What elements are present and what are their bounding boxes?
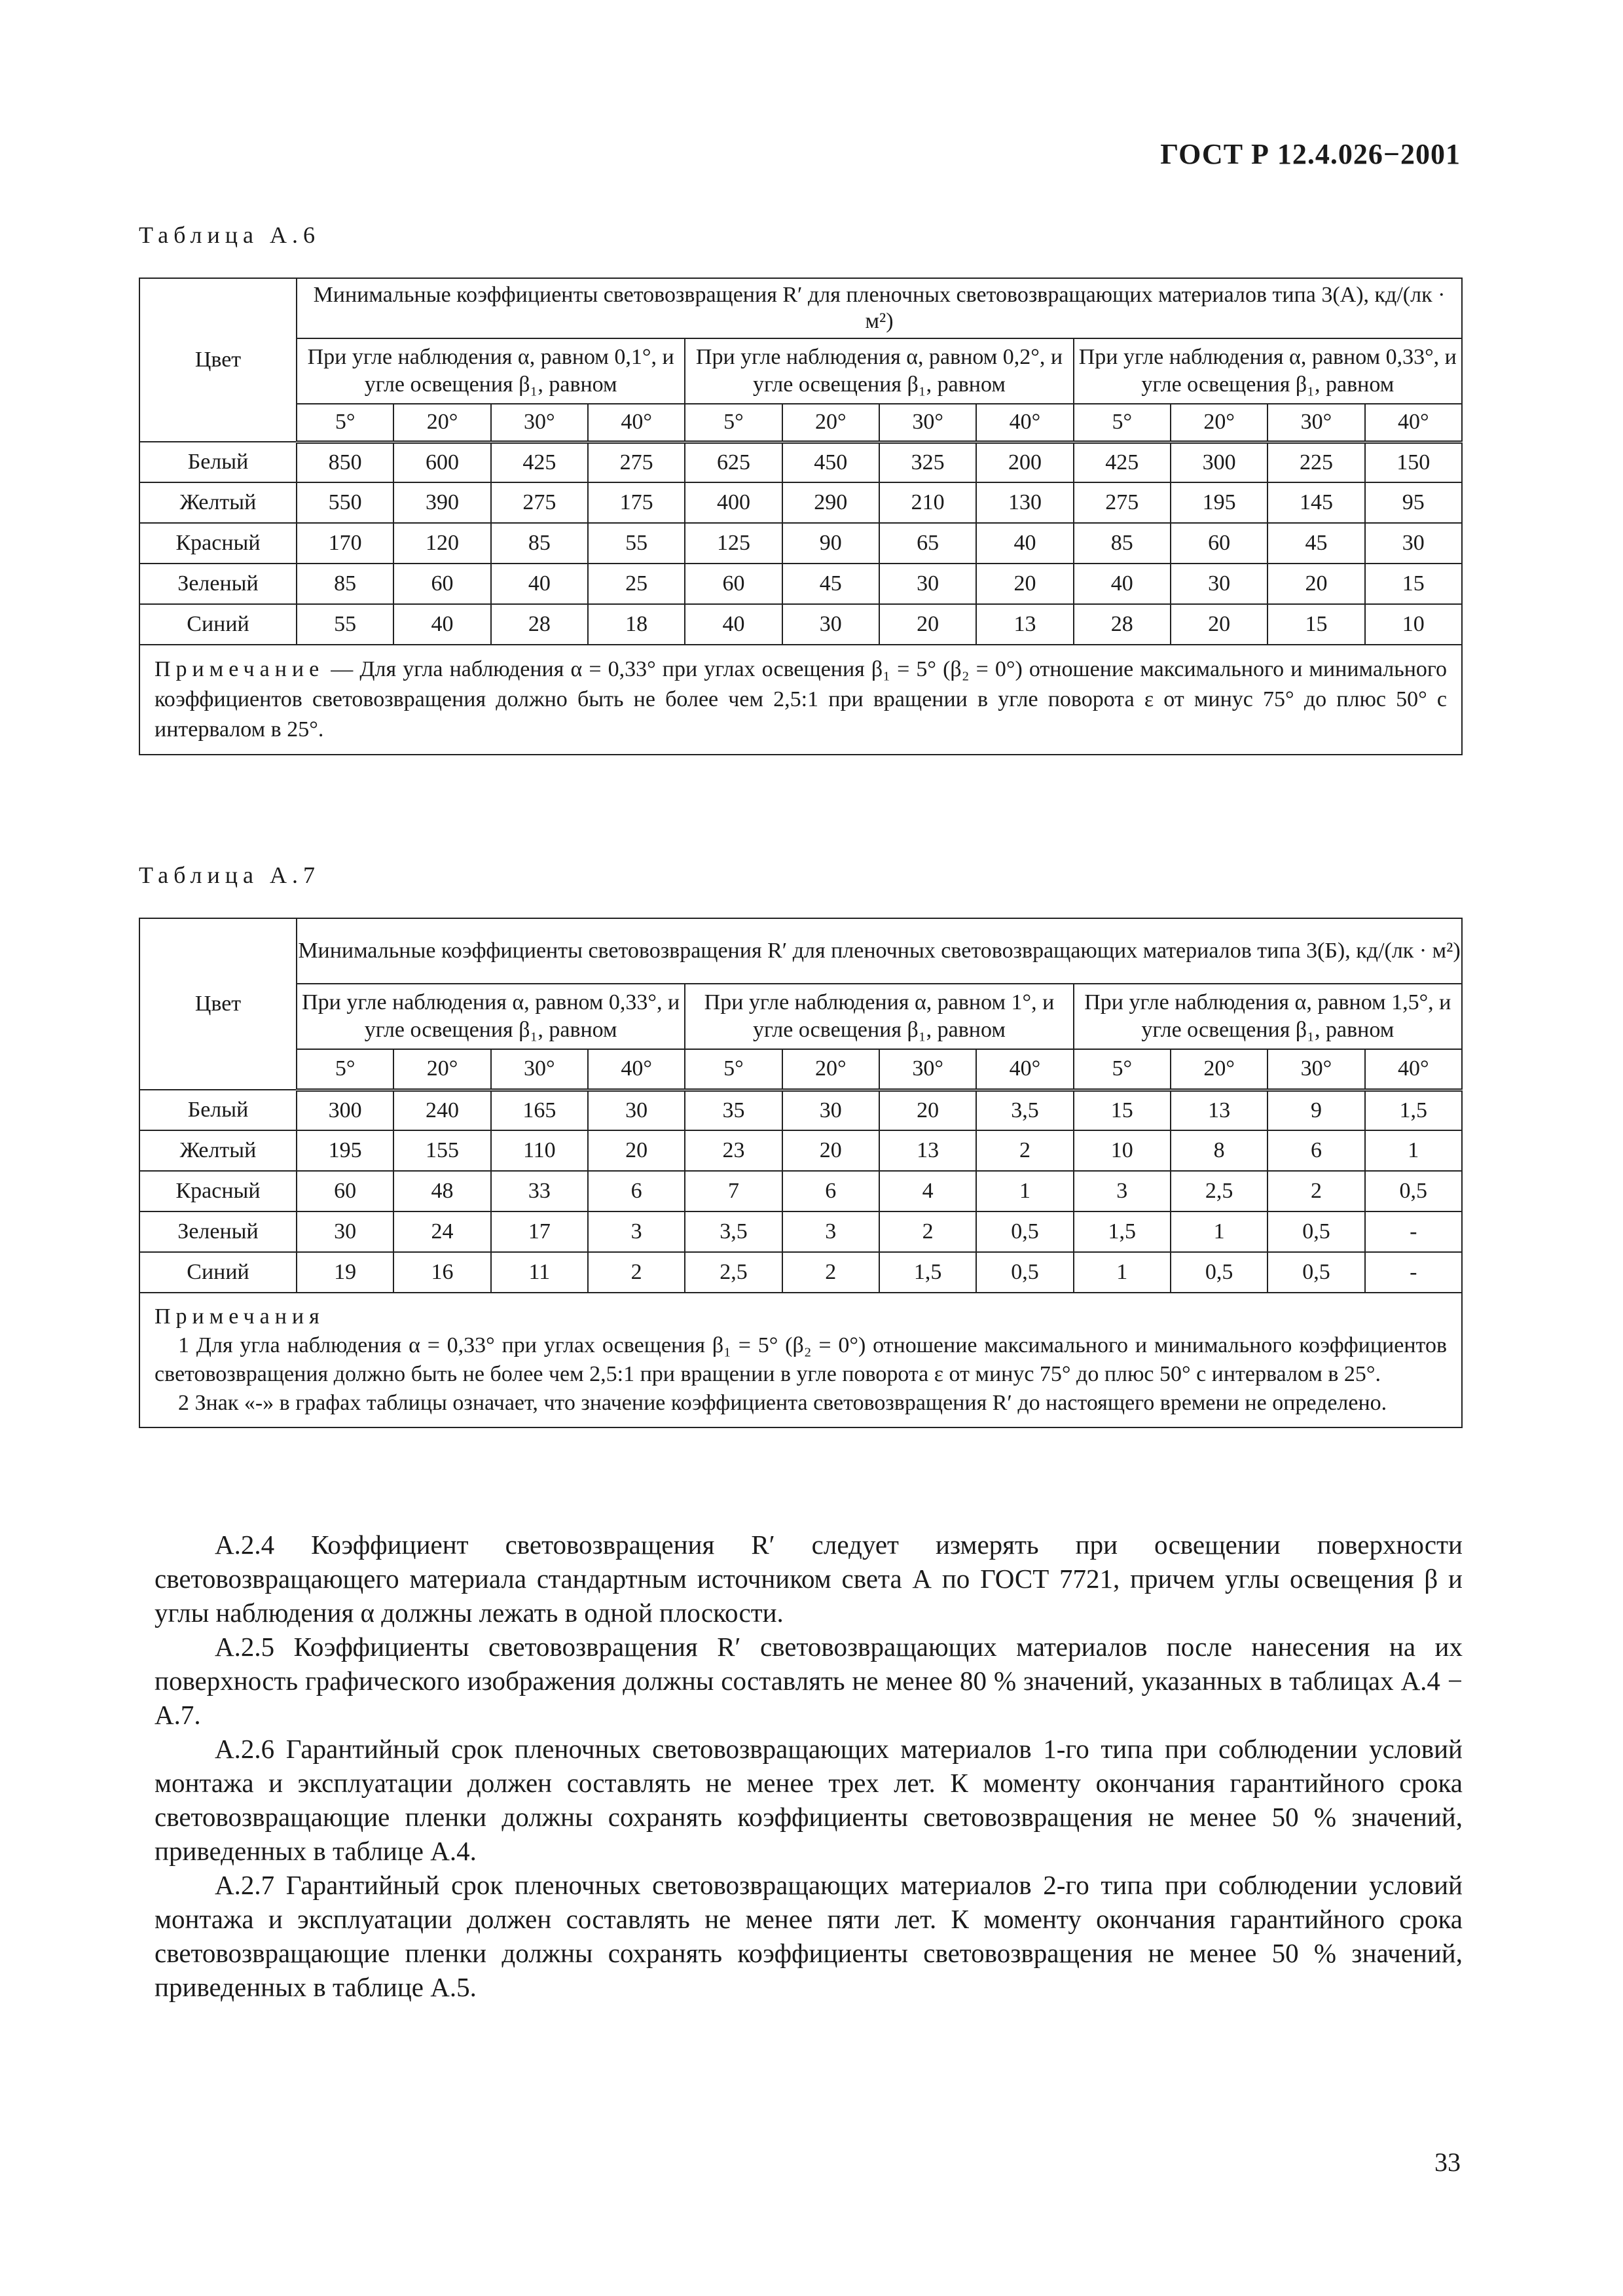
table-cell: 450 [782, 442, 879, 482]
table-cell: 6 [588, 1171, 685, 1211]
table-cell: 625 [685, 442, 782, 482]
color-header: Цвет [139, 918, 297, 1090]
table-cell: 33 [491, 1171, 588, 1211]
angle-header: 5° [1074, 404, 1171, 442]
table-cell: 19 [297, 1252, 393, 1293]
table-a6-body [139, 442, 1462, 645]
color-header: Цвет [139, 278, 297, 442]
table-cell: 20 [879, 1090, 976, 1130]
table-row [139, 1171, 1462, 1211]
table-cell: 200 [976, 442, 1073, 482]
table-cell: 3 [588, 1211, 685, 1252]
table-cell: 2 [588, 1252, 685, 1293]
table-cell: 0,5 [976, 1252, 1073, 1293]
row-color-label: Желтый [139, 1130, 297, 1171]
table-cell: 60 [685, 564, 782, 604]
row-color-label: Желтый [139, 482, 297, 523]
angle-header: 30° [1267, 1049, 1364, 1090]
table-cell: 40 [491, 564, 588, 604]
page-number: 33 [1434, 2147, 1461, 2177]
table-cell: - [1365, 1211, 1462, 1252]
table-cell: 20 [879, 604, 976, 645]
table-cell: 300 [297, 1090, 393, 1130]
table-cell: 35 [685, 1090, 782, 1130]
table-cell: 8 [1171, 1130, 1267, 1171]
table-cell: 10 [1074, 1130, 1171, 1171]
table-cell: 9 [1267, 1090, 1364, 1130]
table-row [139, 1090, 1462, 1130]
table-cell: 2 [879, 1211, 976, 1252]
table-row [139, 523, 1462, 564]
table-cell: 13 [976, 604, 1073, 645]
table-cell: 30 [588, 1090, 685, 1130]
table-cell: 165 [491, 1090, 588, 1130]
table-cell: 2 [782, 1252, 879, 1293]
paragraph-a-2-5: А.2.5 Коэффициенты световозвращения R′ световозвращающих материалов после нанесения на их поверхность графического изображения должны составлять не менее 80 % значений, указанных в таблицах А.4 − А.7. [155, 1632, 1463, 1730]
table-cell: 550 [297, 482, 393, 523]
table-cell: 15 [1365, 564, 1462, 604]
table-cell: 20 [1171, 604, 1267, 645]
table-cell: 11 [491, 1252, 588, 1293]
table-cell: 275 [1074, 482, 1171, 523]
angle-header: 40° [976, 1049, 1073, 1090]
table-cell: 40 [976, 523, 1073, 564]
table-cell: 1,5 [1365, 1090, 1462, 1130]
table-cell: 290 [782, 482, 879, 523]
table-cell: 0,5 [1267, 1211, 1364, 1252]
row-color-label: Зеленый [139, 1211, 297, 1252]
angle-header: 20° [782, 1049, 879, 1090]
table-row [139, 604, 1462, 645]
table-cell: 3 [782, 1211, 879, 1252]
angle-header: 30° [491, 404, 588, 442]
table-cell: 120 [393, 523, 490, 564]
table-cell: 55 [588, 523, 685, 564]
table-cell: 850 [297, 442, 393, 482]
group-header-2: При угле наблюдения α, равном 0,2°, и угле освещения β₁, равном [685, 338, 1073, 404]
note-label: Примечание [155, 657, 325, 681]
row-color-label: Белый [139, 442, 297, 482]
table-cell: 1,5 [879, 1252, 976, 1293]
table-cell: 30 [782, 604, 879, 645]
row-color-label: Зеленый [139, 564, 297, 604]
table-cell: 1,5 [1074, 1211, 1171, 1252]
table-cell: 1 [976, 1171, 1073, 1211]
table-cell: 85 [297, 564, 393, 604]
table-cell: 130 [976, 482, 1073, 523]
table-cell: 150 [1365, 442, 1462, 482]
table-cell: 1 [1365, 1130, 1462, 1171]
table-a6-caption: Таблица А.6 [139, 222, 320, 248]
table-cell: 20 [588, 1130, 685, 1171]
table-cell: 65 [879, 523, 976, 564]
table-row [139, 482, 1462, 523]
angle-header: 30° [879, 1049, 976, 1090]
angle-header: 40° [1365, 1049, 1462, 1090]
table-cell: 16 [393, 1252, 490, 1293]
table-cell: 25 [588, 564, 685, 604]
table-cell: 2 [1267, 1171, 1364, 1211]
table-cell: 0,5 [976, 1211, 1073, 1252]
table-cell: 45 [1267, 523, 1364, 564]
angle-header: 20° [1171, 1049, 1267, 1090]
angle-header: 5° [685, 404, 782, 442]
table-cell: 30 [1365, 523, 1462, 564]
table-row [139, 442, 1462, 482]
table-cell: 30 [1171, 564, 1267, 604]
table-cell: 45 [782, 564, 879, 604]
table-cell: 15 [1267, 604, 1364, 645]
table-cell: 275 [491, 482, 588, 523]
angle-header: 30° [879, 404, 976, 442]
table-cell: 0,5 [1171, 1252, 1267, 1293]
table-a7-notes [139, 1293, 1462, 1427]
table-cell: 425 [491, 442, 588, 482]
angle-header: 40° [1365, 404, 1462, 442]
table-cell: 90 [782, 523, 879, 564]
table-cell: 17 [491, 1211, 588, 1252]
table-cell: 3,5 [685, 1211, 782, 1252]
table-cell: 60 [297, 1171, 393, 1211]
row-color-label: Красный [139, 523, 297, 564]
table-cell: 20 [976, 564, 1073, 604]
group-header-1: При угле наблюдения α, равном 0,1°, и угле освещения β₁, равном [297, 338, 685, 404]
table-cell: 170 [297, 523, 393, 564]
table-cell: 20 [782, 1130, 879, 1171]
table-cell: 55 [297, 604, 393, 645]
table-cell: 40 [685, 604, 782, 645]
table-cell: 400 [685, 482, 782, 523]
table-cell: 125 [685, 523, 782, 564]
table-cell: 110 [491, 1130, 588, 1171]
table-cell: 425 [1074, 442, 1171, 482]
angle-header: 5° [297, 404, 393, 442]
table-cell: 325 [879, 442, 976, 482]
paragraph-a-2-4: А.2.4 Коэффициент световозвращения R′ следует измерять при освещении поверхности световозвращающего материала стандартным источником света А по ГОСТ 7721, причем углы освещения β и углы наблюдения α должны лежать в одной плоскости. [155, 1530, 1463, 1628]
table-cell: 3,5 [976, 1090, 1073, 1130]
table-title: Минимальные коэффициенты световозвращения R′ для пленочных световозвращающих материалов типа 3(А), кд/(лк · м²) [297, 278, 1462, 338]
table-cell: 40 [393, 604, 490, 645]
angle-header: 20° [393, 404, 490, 442]
table-cell: 195 [1171, 482, 1267, 523]
table-cell: 60 [1171, 523, 1267, 564]
table-cell: 13 [1171, 1090, 1267, 1130]
paragraph-a-2-6: А.2.6 Гарантийный срок пленочных световозвращающих материалов 1-го типа при соблюдении условий монтажа и эксплуатации должен составлять не менее трех лет. К моменту окончания гарантийного срока световозвращающие пленки должны сохранять коэффициенты световозвращения не менее 50 % значений, приведенных в таблице А.4. [155, 1734, 1463, 1866]
angle-header: 5° [1074, 1049, 1171, 1090]
table-row [139, 1252, 1462, 1293]
table-cell: 225 [1267, 442, 1364, 482]
table-cell: 48 [393, 1171, 490, 1211]
table-cell: 300 [1171, 442, 1267, 482]
table-cell: 20 [1267, 564, 1364, 604]
table-cell: 18 [588, 604, 685, 645]
table-a6 [139, 278, 1463, 755]
table-cell: 2 [976, 1130, 1073, 1171]
table-cell: 2,5 [685, 1252, 782, 1293]
row-color-label: Синий [139, 604, 297, 645]
table-cell: 13 [879, 1130, 976, 1171]
angle-header: 5° [685, 1049, 782, 1090]
angle-header: 20° [393, 1049, 490, 1090]
table-cell: 23 [685, 1130, 782, 1171]
table-cell: 6 [782, 1171, 879, 1211]
table-cell: 85 [491, 523, 588, 564]
table-cell: 195 [297, 1130, 393, 1171]
note-text: — Для угла наблюдения α = 0,33° при углах освещения β₁ = 5° (β₂ = 0°) отношение максимального и минимального коэффициентов световозвращения должно быть не более чем 2,5:1 при вращении в угле поворота ε от минус 75° до плюс 50° с интервалом в 25°. [155, 657, 1447, 742]
angle-header: 40° [588, 1049, 685, 1090]
table-cell: 4 [879, 1171, 976, 1211]
body-text [155, 1528, 1463, 2004]
note-2: 2 Знак «-» в графах таблицы означает, что значение коэффициента световозвращения R′ до настоящего времени не определено. [178, 1391, 1387, 1415]
angle-header: 30° [491, 1049, 588, 1090]
table-cell: 30 [297, 1211, 393, 1252]
table-a7-body [139, 1090, 1462, 1293]
table-a7-caption: Таблица А.7 [139, 862, 320, 888]
table-cell: 275 [588, 442, 685, 482]
table-title: Минимальные коэффициенты световозвращения R′ для пленочных световозвращающих материалов типа 3(Б), кд/(лк · м²) [297, 918, 1462, 984]
table-cell: 40 [1074, 564, 1171, 604]
table-cell: 1 [1074, 1252, 1171, 1293]
angle-header: 5° [297, 1049, 393, 1090]
table-cell: 15 [1074, 1090, 1171, 1130]
group-header-1: При угле наблюдения α, равном 0,33°, и угле освещения β₁, равном [297, 984, 685, 1049]
table-cell: 30 [879, 564, 976, 604]
table-cell: 145 [1267, 482, 1364, 523]
angle-header: 20° [1171, 404, 1267, 442]
table-cell: 0,5 [1365, 1171, 1462, 1211]
table-cell: 240 [393, 1090, 490, 1130]
table-cell: 85 [1074, 523, 1171, 564]
table-cell: 28 [1074, 604, 1171, 645]
table-cell: 28 [491, 604, 588, 645]
table-cell: 155 [393, 1130, 490, 1171]
table-cell: 1 [1171, 1211, 1267, 1252]
angle-header: 30° [1267, 404, 1364, 442]
notes-label: Примечания [155, 1304, 325, 1329]
table-cell: 2,5 [1171, 1171, 1267, 1211]
angle-header: 40° [588, 404, 685, 442]
table-cell: 600 [393, 442, 490, 482]
table-row [139, 564, 1462, 604]
table-cell: - [1365, 1252, 1462, 1293]
group-header-3: При угле наблюдения α, равном 0,33°, и угле освещения β₁, равном [1074, 338, 1462, 404]
document-header: ГОСТ Р 12.4.026−2001 [1160, 138, 1461, 170]
row-color-label: Белый [139, 1090, 297, 1130]
angle-header: 20° [782, 404, 879, 442]
table-cell: 10 [1365, 604, 1462, 645]
table-cell: 7 [685, 1171, 782, 1211]
group-header-2: При угле наблюдения α, равном 1°, и угле освещения β₁, равном [685, 984, 1073, 1049]
group-header-3: При угле наблюдения α, равном 1,5°, и угле освещения β₁, равном [1074, 984, 1462, 1049]
table-cell: 175 [588, 482, 685, 523]
table-a6-note [139, 645, 1462, 755]
table-cell: 30 [782, 1090, 879, 1130]
row-color-label: Синий [139, 1252, 297, 1293]
table-cell: 210 [879, 482, 976, 523]
table-row [139, 1211, 1462, 1252]
table-row [139, 1130, 1462, 1171]
table-cell: 0,5 [1267, 1252, 1364, 1293]
table-a7 [139, 918, 1463, 1428]
table-cell: 60 [393, 564, 490, 604]
angle-header: 40° [976, 404, 1073, 442]
row-color-label: Красный [139, 1171, 297, 1211]
table-cell: 3 [1074, 1171, 1171, 1211]
paragraph-a-2-7: А.2.7 Гарантийный срок пленочных световозвращающих материалов 2-го типа при соблюдении условий монтажа и эксплуатации должен составлять не менее пяти лет. К моменту окончания гарантийного срока световозвращающие пленки должны сохранять коэффициенты световозвращения не менее 50 % значений, приведенных в таблице А.5. [155, 1870, 1463, 2002]
table-cell: 6 [1267, 1130, 1364, 1171]
table-cell: 24 [393, 1211, 490, 1252]
table-cell: 390 [393, 482, 490, 523]
table-cell: 95 [1365, 482, 1462, 523]
note-1: 1 Для угла наблюдения α = 0,33° при углах освещения β₁ = 5° (β₂ = 0°) отношение максимального и минимального коэффициентов световозвращения должно быть не более чем 2,5:1 при вращении в угле поворота ε от минус 75° до плюс 50° с интервалом в 25°. [155, 1333, 1447, 1386]
